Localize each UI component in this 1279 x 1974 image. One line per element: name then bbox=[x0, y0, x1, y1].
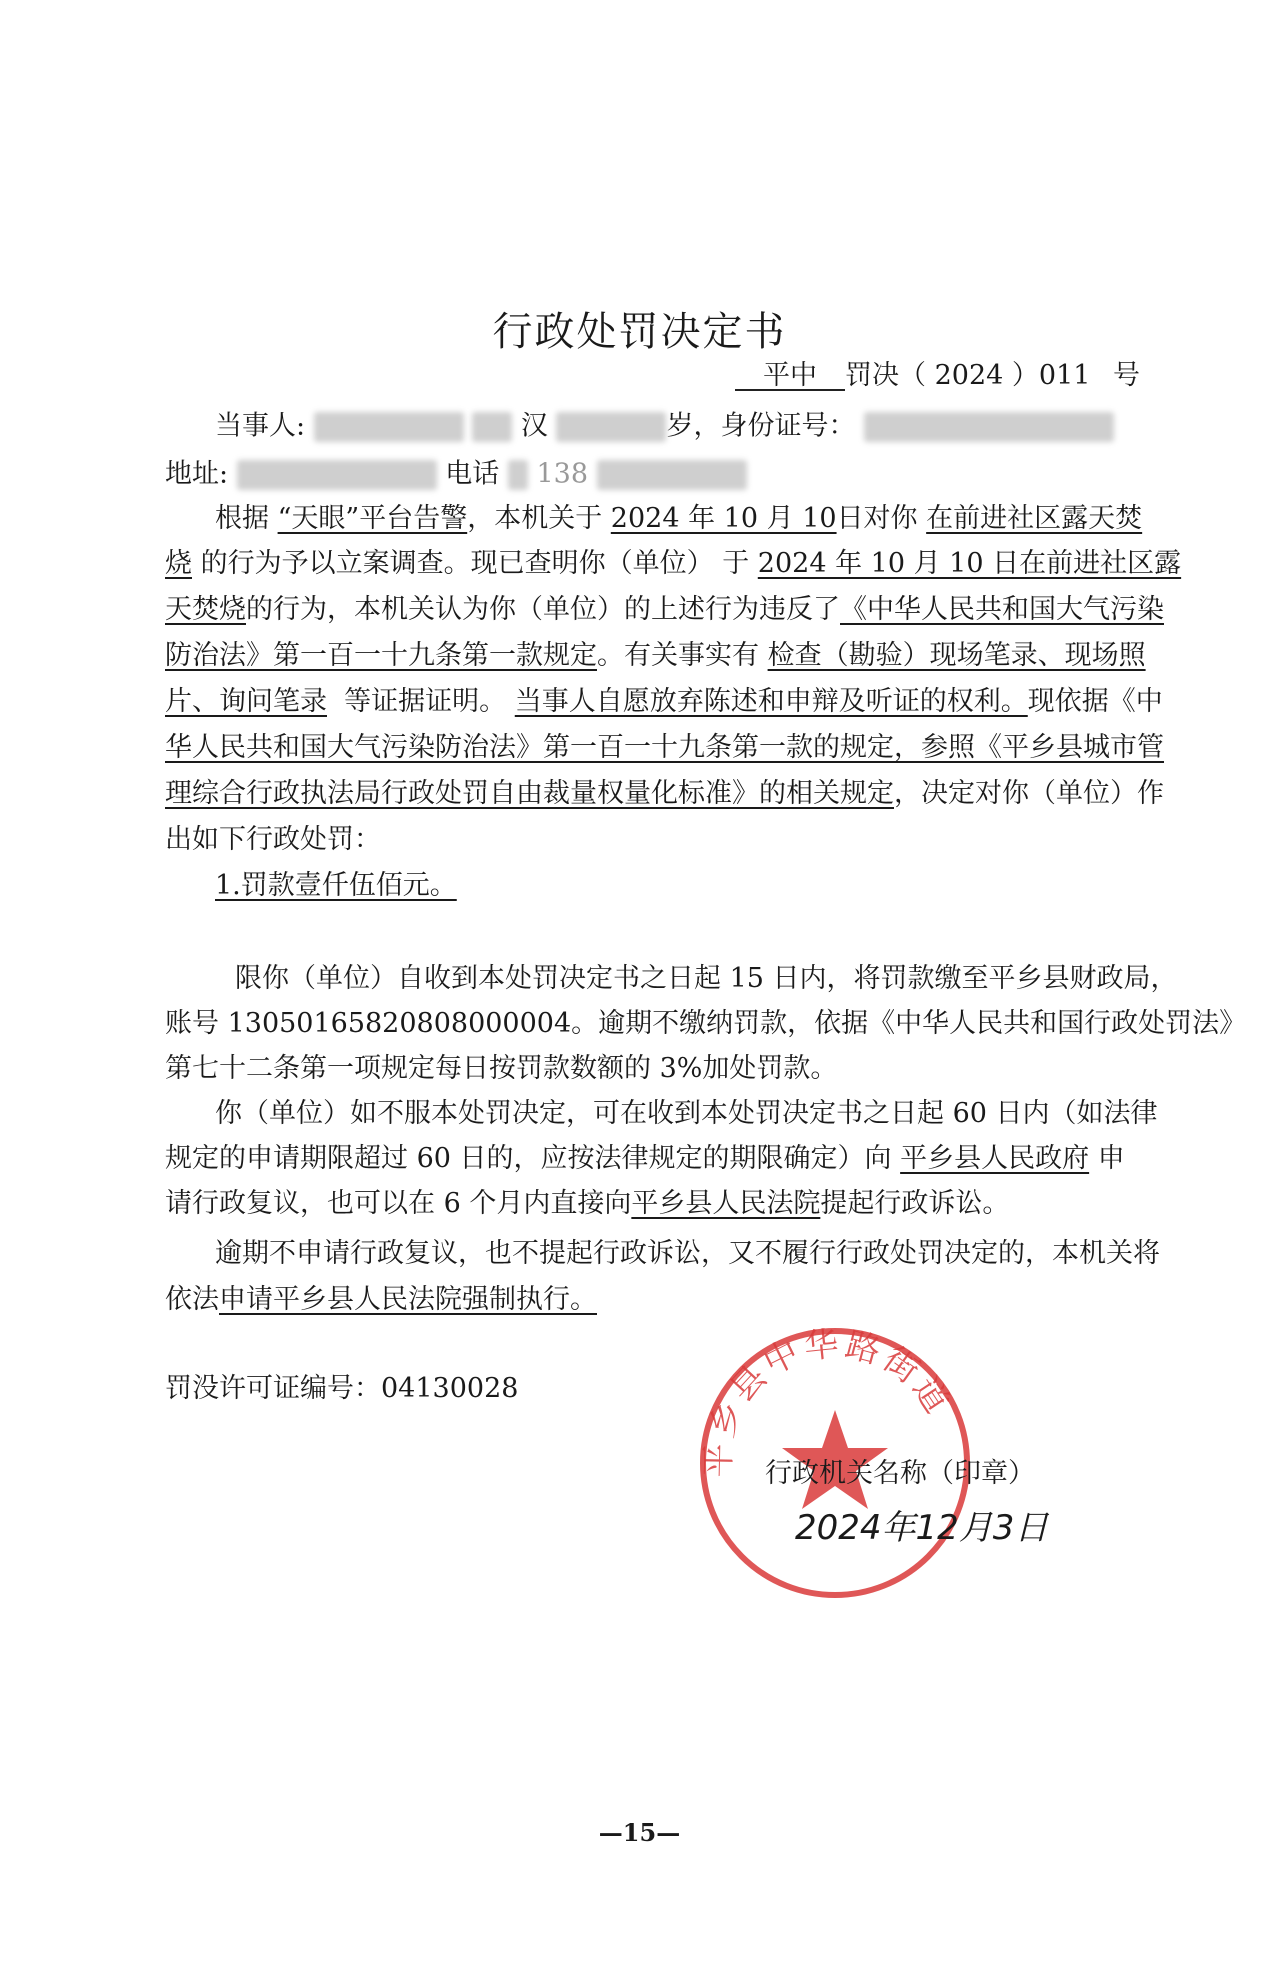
doc-close: ） bbox=[1011, 360, 1039, 391]
para1-line8: 出如下行政处罚： bbox=[165, 824, 381, 855]
text: 的行为，本机关认为你（单位）的上述行为违反了 bbox=[246, 594, 840, 625]
document-title: 行政处罚决定书 bbox=[492, 309, 787, 355]
text: 于 bbox=[722, 548, 750, 579]
para2-line2: 账号 13050165820808000004。逾期不缴纳罚款，依据《中华人民共和国行政处罚法》 bbox=[165, 1008, 1247, 1039]
party-age-suffix: 岁，身份证号： bbox=[666, 410, 856, 442]
page-number: —15— bbox=[598, 1818, 681, 1847]
party-label: 当事人: bbox=[215, 410, 306, 442]
text: 提起行政诉讼。 bbox=[820, 1188, 1010, 1219]
para4-line2 bbox=[165, 1286, 597, 1313]
alert-source: “天眼”平台告警 bbox=[277, 503, 468, 534]
party-line bbox=[215, 412, 1114, 442]
violation-date: 2024 年 10 月 10 日在前进社区露 bbox=[757, 548, 1182, 579]
phone-partial: 138 bbox=[536, 458, 589, 490]
doc-year: 2024 bbox=[934, 360, 1004, 391]
case-date: 2024 年 10 月 10 bbox=[610, 503, 837, 534]
redacted-name bbox=[314, 412, 464, 442]
text: 申 bbox=[1097, 1143, 1125, 1174]
redacted-address bbox=[237, 460, 437, 490]
redacted-id-number bbox=[864, 412, 1114, 442]
redacted-gender bbox=[472, 412, 512, 442]
para1-line3 bbox=[165, 596, 1164, 623]
doc-org: 平中 bbox=[735, 362, 845, 391]
address-label: 地址: bbox=[165, 458, 229, 490]
para3-line3 bbox=[165, 1190, 1009, 1217]
law-reference: 《中华人民共和国大气污染 bbox=[840, 594, 1164, 625]
text: 请行政复议，也可以在 6 个月内直接向 bbox=[165, 1188, 632, 1219]
phone-label: 电话 bbox=[445, 458, 500, 490]
violation-location: 在前进社区露天焚 bbox=[926, 503, 1143, 534]
text: ，本机关于 bbox=[467, 503, 603, 534]
para1-line4 bbox=[165, 642, 1146, 669]
text: 。有关事实有 bbox=[597, 640, 759, 671]
text: 的行为予以立案调查。现已查明你（单位） bbox=[200, 548, 714, 579]
doc-label: 罚决（ bbox=[845, 360, 926, 391]
para2-line1: 限你（单位）自收到本处罚决定书之日起 15 日内，将罚款缴至平乡县财政局， bbox=[235, 963, 1178, 994]
text: 根据 bbox=[215, 503, 269, 534]
party-ethnic: 汉 bbox=[520, 410, 548, 442]
text: 等证据证明。 bbox=[344, 686, 507, 717]
para1-line6: 华人民共和国大气污染防治法》第一百一十九条第一款的规定，参照《平乡县城市管 bbox=[165, 732, 1164, 763]
law-article: 防治法》第一百一十九条第一款规定 bbox=[165, 640, 597, 671]
redacted-phone-prefix bbox=[508, 460, 528, 490]
document-number bbox=[735, 362, 1140, 391]
waiver: 当事人自愿放弃陈述和申辩及听证的权利。 bbox=[514, 686, 1028, 717]
text: 天焚烧 bbox=[165, 594, 246, 625]
text: 烧 bbox=[165, 548, 192, 579]
para1-line1 bbox=[215, 505, 1142, 532]
para1-line2 bbox=[165, 550, 1181, 577]
doc-num: 011 bbox=[1038, 360, 1091, 391]
para1-line5 bbox=[165, 688, 1163, 715]
seal-text: 平乡县中华路街道 bbox=[698, 1323, 959, 1478]
redacted-phone bbox=[597, 460, 747, 490]
review-authority: 平乡县人民政府 bbox=[900, 1143, 1090, 1174]
para2-line3: 第七十二条第一项规定每日按罚款数额的 3%加处罚款。 bbox=[165, 1053, 838, 1084]
penalty-item: 1.罚款壹仟伍佰元。 bbox=[215, 870, 457, 901]
doc-suffix: 号 bbox=[1113, 360, 1141, 391]
para3-line2 bbox=[165, 1145, 1125, 1172]
signature-label: 行政机关名称（印章） bbox=[765, 1458, 1035, 1489]
para1-line7 bbox=[165, 780, 1164, 807]
text: 依法 bbox=[165, 1284, 219, 1315]
evidence: 检查（勘验）现场笔录、现场照 bbox=[767, 640, 1146, 671]
address-line bbox=[165, 460, 747, 490]
permit-number: 罚没许可证编号：04130028 bbox=[165, 1373, 519, 1404]
redacted-age bbox=[556, 412, 666, 442]
court: 平乡县人民法院 bbox=[631, 1188, 821, 1219]
signature-date: 2024年12月3日 bbox=[795, 1508, 1049, 1548]
text: 规定的申请期限超过 60 日的，应按法律规定的期限确定）向 bbox=[165, 1143, 892, 1174]
text: 现依据《中 bbox=[1027, 686, 1163, 717]
evidence: 片、询问笔录 bbox=[165, 686, 327, 717]
standard-reference: 理综合行政执法局行政处罚自由裁量权量化标准》的相关规定 bbox=[165, 778, 894, 809]
enforcement: 申请平乡县人民法院强制执行。 bbox=[219, 1284, 597, 1315]
text: ，决定对你（单位）作 bbox=[894, 778, 1164, 809]
para4-line1: 逾期不申请行政复议，也不提起行政诉讼，又不履行行政处罚决定的，本机关将 bbox=[215, 1238, 1160, 1269]
para3-line1: 你（单位）如不服本处罚决定，可在收到本处罚决定书之日起 60 日内（如法律 bbox=[215, 1098, 1158, 1129]
text: 日对你 bbox=[836, 503, 918, 534]
